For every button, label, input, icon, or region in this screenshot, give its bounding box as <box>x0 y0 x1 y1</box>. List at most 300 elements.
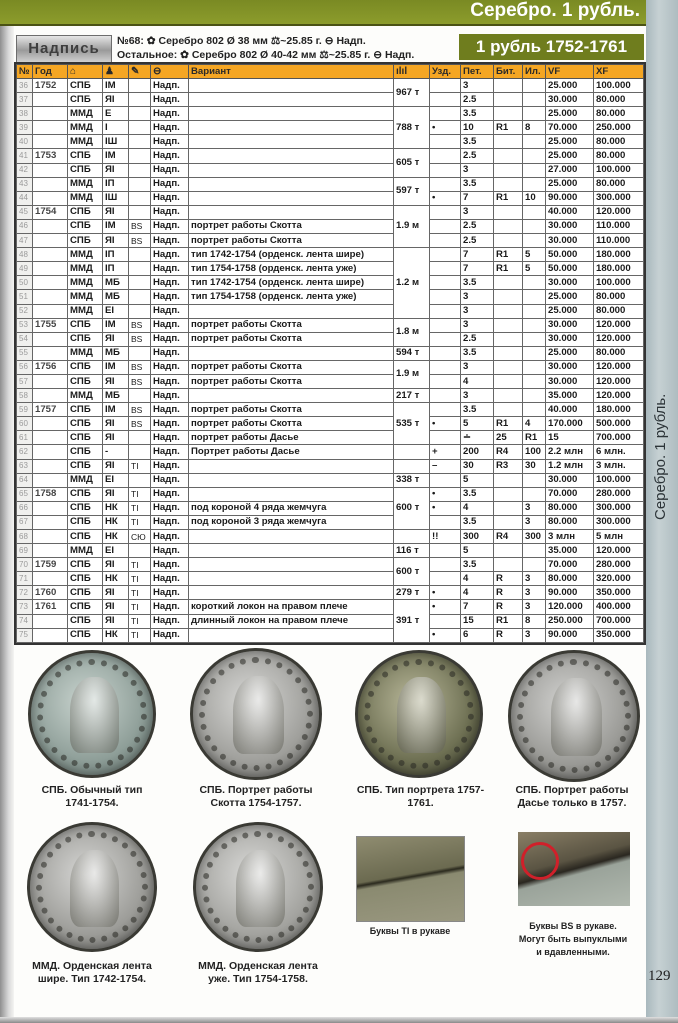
ilyin-rarity-cell <box>523 558 546 572</box>
bitkin-rarity-cell: R1 <box>523 431 546 445</box>
mintmaster-cell: IM <box>103 219 129 233</box>
uzd-cell <box>430 332 461 346</box>
table-row <box>17 346 644 360</box>
vf-price-cell: 35.000 <box>546 544 594 558</box>
coin-photo-spb-1757-1761 <box>355 650 483 778</box>
pet-rarity-cell: 7 <box>461 600 494 614</box>
uzd-cell <box>430 234 461 248</box>
row-number: 58 <box>17 389 33 403</box>
ilyin-rarity-cell: 10 <box>523 191 546 205</box>
year-cell <box>33 346 68 360</box>
bitkin-rarity-cell <box>494 149 523 163</box>
ilyin-rarity-cell: 3 <box>523 515 546 529</box>
mintmaster-cell: ЯI <box>103 163 129 177</box>
mintmaster-cell: IM <box>103 149 129 163</box>
year-cell <box>33 191 68 205</box>
variant-cell <box>189 459 394 473</box>
xf-price-cell: 300.000 <box>594 191 644 205</box>
engraver-cell: BS <box>129 403 151 417</box>
caption-mmd-narrow-ribbon: ММД. Орденская лента уже. Тип 1754-1758. <box>198 960 318 985</box>
table-row <box>17 219 644 233</box>
variant-cell <box>189 135 394 149</box>
variant-cell <box>189 93 394 107</box>
pen-icon: ✎ <box>131 66 140 77</box>
caption-spb-dassier: СПБ. Портрет работы Дасье только в 1757. <box>515 784 629 809</box>
pet-rarity-cell: 5 <box>461 473 494 487</box>
engraver-cell: BS <box>129 219 151 233</box>
vf-price-cell: 40.000 <box>546 403 594 417</box>
ilyin-rarity-cell <box>523 219 546 233</box>
mintmaster-cell: ЯI <box>103 205 129 219</box>
pet-rarity-cell: 300 <box>461 530 494 544</box>
year-cell: 1757 <box>33 403 68 417</box>
edge-cell: Надп. <box>151 93 189 107</box>
mint-cell: СПБ <box>68 332 103 346</box>
ilyin-rarity-cell: 3 <box>523 501 546 515</box>
section-band <box>0 0 650 26</box>
caption-spb-scott: СПБ. Портрет работы Скотта 1754-1757. <box>199 784 313 809</box>
variant-cell <box>189 149 394 163</box>
xf-price-cell: 120.000 <box>594 374 644 388</box>
pet-rarity-cell: 4 <box>461 501 494 515</box>
denomination-range-title: 1 рубль 1752-1761 <box>459 34 644 60</box>
pet-rarity-cell: 5 <box>461 544 494 558</box>
year-cell <box>33 417 68 431</box>
row-number: 59 <box>17 403 33 417</box>
engraver-cell <box>129 177 151 191</box>
uzd-cell <box>430 149 461 163</box>
side-tab <box>646 0 678 1023</box>
mintmaster-cell: ЯI <box>103 614 129 628</box>
col-vf: VF <box>546 65 594 79</box>
mintmaster-cell: НК <box>103 530 129 544</box>
uzd-cell <box>430 248 461 262</box>
row-number: 50 <box>17 276 33 290</box>
row-number: 57 <box>17 374 33 388</box>
ilyin-rarity-cell: 3 <box>523 628 546 642</box>
year-cell <box>33 290 68 304</box>
bitkin-rarity-cell: R <box>494 628 523 642</box>
mintmaster-cell: IП <box>103 177 129 191</box>
vf-price-cell: 30.000 <box>546 234 594 248</box>
vf-price-cell: 25.000 <box>546 177 594 191</box>
uzd-cell <box>430 614 461 628</box>
engraver-cell <box>129 276 151 290</box>
pet-rarity-cell: 30 <box>461 459 494 473</box>
pet-rarity-cell: 3 <box>461 79 494 93</box>
bitkin-rarity-cell <box>494 332 523 346</box>
mint-cell: ММД <box>68 544 103 558</box>
vf-price-cell: 80.000 <box>546 572 594 586</box>
pet-rarity-cell: 5 <box>461 417 494 431</box>
vf-price-cell: 1.2 млн <box>546 459 594 473</box>
pet-rarity-cell: 3 <box>461 318 494 332</box>
bitkin-rarity-cell <box>494 93 523 107</box>
mintmaster-cell: ЯI <box>103 459 129 473</box>
bitkin-rarity-cell: R4 <box>494 530 523 544</box>
bitkin-rarity-cell: R <box>494 600 523 614</box>
table-row <box>17 290 644 304</box>
variant-cell: тип 1754-1758 (орденск. лента уже) <box>189 290 394 304</box>
mintmaster-cell: НК <box>103 572 129 586</box>
xf-price-cell: 80.000 <box>594 135 644 149</box>
pet-rarity-cell: 3.5 <box>461 177 494 191</box>
edge-cell: Надп. <box>151 191 189 205</box>
bitkin-rarity-cell <box>494 389 523 403</box>
vf-price-cell: 25.000 <box>546 79 594 93</box>
variant-cell <box>189 205 394 219</box>
row-number: 73 <box>17 600 33 614</box>
table-row <box>17 318 644 332</box>
engraver-cell: BS <box>129 332 151 346</box>
variant-cell <box>189 487 394 501</box>
year-cell: 1754 <box>33 205 68 219</box>
col-mint <box>68 65 103 79</box>
table-row <box>17 544 644 558</box>
uzd-cell <box>430 515 461 529</box>
bitkin-rarity-cell: R1 <box>494 262 523 276</box>
mintmaster-cell: ЕI <box>103 304 129 318</box>
mint-cell: СПБ <box>68 487 103 501</box>
xf-price-cell: 80.000 <box>594 149 644 163</box>
mintmaster-cell: IM <box>103 403 129 417</box>
row-number: 62 <box>17 445 33 459</box>
table-row <box>17 501 644 515</box>
edge-cell: Надп. <box>151 304 189 318</box>
ilyin-rarity-cell <box>523 234 546 248</box>
pet-rarity-cell: 3.5 <box>461 403 494 417</box>
uzd-cell: • <box>430 487 461 501</box>
xf-price-cell: 320.000 <box>594 572 644 586</box>
mint-cell: ММД <box>68 107 103 121</box>
ilyin-rarity-cell: 300 <box>523 530 546 544</box>
table-row <box>17 572 644 586</box>
mint-cell: СПБ <box>68 149 103 163</box>
vf-price-cell: 30.000 <box>546 276 594 290</box>
engraver-cell: TI <box>129 515 151 529</box>
variant-cell <box>189 530 394 544</box>
variant-cell: тип 1754-1758 (орденск. лента уже) <box>189 262 394 276</box>
bar-chart-icon: ılıl <box>396 66 408 77</box>
xf-price-cell: 100.000 <box>594 79 644 93</box>
edge-cell: Надп. <box>151 248 189 262</box>
table-row <box>17 205 644 219</box>
spec-line-68: №68: ✿ Серебро 802 Ø 38 мм ⚖~25.85 г. ⊖ Надп. <box>117 35 366 47</box>
edge-cell: Надп. <box>151 586 189 600</box>
mint-cell: СПБ <box>68 360 103 374</box>
uzd-cell <box>430 219 461 233</box>
mint-cell: ММД <box>68 389 103 403</box>
mintage-cell <box>430 431 461 445</box>
engraver-cell <box>129 163 151 177</box>
pet-rarity-cell: 3 <box>461 163 494 177</box>
vf-price-cell: 25.000 <box>546 304 594 318</box>
bitkin-rarity-cell: R1 <box>494 121 523 135</box>
xf-price-cell: 280.000 <box>594 487 644 501</box>
mint-cell: СПБ <box>68 459 103 473</box>
row-number: 39 <box>17 121 33 135</box>
ilyin-rarity-cell: 3 <box>523 586 546 600</box>
bitkin-rarity-cell <box>494 234 523 248</box>
edge-cell: Надп. <box>151 219 189 233</box>
vf-price-cell: 30.000 <box>546 93 594 107</box>
xf-price-cell: 700.000 <box>594 614 644 628</box>
mint-cell: ММД <box>68 276 103 290</box>
vf-price-cell: 2.2 млн <box>546 445 594 459</box>
ilyin-rarity-cell <box>523 544 546 558</box>
edge-cell: Надп. <box>151 276 189 290</box>
coin-photo-spb-dassier <box>508 650 640 782</box>
mintmaster-cell: ЯI <box>103 600 129 614</box>
bitkin-rarity-cell <box>494 107 523 121</box>
xf-price-cell: 300.000 <box>594 501 644 515</box>
pet-rarity-cell: 3.5 <box>461 346 494 360</box>
edge-cell: Надп. <box>151 318 189 332</box>
xf-price-cell: 120.000 <box>594 205 644 219</box>
xf-price-cell: 120.000 <box>594 332 644 346</box>
uzd-cell: • <box>430 600 461 614</box>
mint-cell: ММД <box>68 473 103 487</box>
mintage-cell: 1.9 м <box>394 205 430 247</box>
table-row <box>17 276 644 290</box>
mint-cell: СПБ <box>68 600 103 614</box>
engraver-cell <box>129 121 151 135</box>
ilyin-rarity-cell: 8 <box>523 614 546 628</box>
pet-rarity-cell: 3 <box>461 290 494 304</box>
pet-rarity-cell: 3 <box>461 304 494 318</box>
uzd-cell: • <box>430 191 461 205</box>
xf-price-cell: 180.000 <box>594 248 644 262</box>
engraver-cell <box>129 304 151 318</box>
engraver-cell <box>129 431 151 445</box>
table-row <box>17 177 644 191</box>
edge-cell: Надп. <box>151 374 189 388</box>
col-uzd: Узд. <box>430 65 461 79</box>
row-number: 48 <box>17 248 33 262</box>
variant-cell: Портрет работы Дасье <box>189 445 394 459</box>
variant-cell: под короной 3 ряда жемчуга <box>189 515 394 529</box>
vf-price-cell: 3 млн <box>546 530 594 544</box>
variant-cell <box>189 191 394 205</box>
spec-line-other: Остальное: ✿ Серебро 802 Ø 40-42 мм ⚖~25.85 г. ⊖ Надп. <box>117 49 415 61</box>
mint-cell: ММД <box>68 346 103 360</box>
table-row <box>17 530 644 544</box>
year-cell: 1761 <box>33 600 68 614</box>
year-cell: 1756 <box>33 360 68 374</box>
table-row <box>17 191 644 205</box>
table-row <box>17 515 644 529</box>
edge-cell: Надп. <box>151 459 189 473</box>
mint-cell: СПБ <box>68 79 103 93</box>
uzd-cell: • <box>430 628 461 642</box>
table-row <box>17 586 644 600</box>
col-il: Ил. <box>523 65 546 79</box>
xf-price-cell: 350.000 <box>594 586 644 600</box>
xf-price-cell: 80.000 <box>594 93 644 107</box>
pet-rarity-cell: 6 <box>461 628 494 642</box>
ilyin-rarity-cell <box>523 473 546 487</box>
uzd-cell <box>430 318 461 332</box>
engraver-cell: TI <box>129 487 151 501</box>
table-row <box>17 431 644 445</box>
vf-price-cell: 25.000 <box>546 149 594 163</box>
coin-photo-spb-ordinary <box>28 650 156 778</box>
ilyin-rarity-cell: 100 <box>523 445 546 459</box>
variant-cell <box>189 389 394 403</box>
mint-cell: СПБ <box>68 234 103 248</box>
year-cell: 1758 <box>33 487 68 501</box>
engraver-cell <box>129 107 151 121</box>
edge-cell: Надп. <box>151 177 189 191</box>
edge-cell: Надп. <box>151 445 189 459</box>
mintmaster-cell: IM <box>103 318 129 332</box>
mint-cell: СПБ <box>68 93 103 107</box>
variant-cell: портрет работы Скотта <box>189 318 394 332</box>
coin-photo-mmd-wide-ribbon <box>27 822 157 952</box>
row-number: 66 <box>17 501 33 515</box>
ilyin-rarity-cell: 3 <box>523 572 546 586</box>
engraver-cell: СЮ <box>129 530 151 544</box>
vf-price-cell: 30.000 <box>546 360 594 374</box>
mintmaster-cell: ЕI <box>103 544 129 558</box>
row-number: 64 <box>17 473 33 487</box>
vf-price-cell: 90.000 <box>546 191 594 205</box>
pet-rarity-cell: 200 <box>461 445 494 459</box>
coin-photo-mmd-narrow-ribbon <box>193 822 323 952</box>
variant-cell <box>189 304 394 318</box>
edge-cell: Надп. <box>151 163 189 177</box>
engraver-cell: BS <box>129 374 151 388</box>
vf-price-cell: 25.000 <box>546 290 594 304</box>
mintmaster-cell: МБ <box>103 276 129 290</box>
uzd-cell <box>430 205 461 219</box>
vf-price-cell: 70.000 <box>546 558 594 572</box>
xf-price-cell: 120.000 <box>594 318 644 332</box>
uzd-cell: !! <box>430 530 461 544</box>
ilyin-rarity-cell <box>523 177 546 191</box>
mint-cell: СПБ <box>68 515 103 529</box>
table-row <box>17 445 644 459</box>
bitkin-rarity-cell: R1 <box>494 417 523 431</box>
uzd-cell <box>430 79 461 93</box>
vf-price-cell: 35.000 <box>546 389 594 403</box>
vf-price-cell: 50.000 <box>546 248 594 262</box>
mintmaster-cell: IM <box>103 360 129 374</box>
uzd-cell <box>430 389 461 403</box>
mint-cell: СПБ <box>68 417 103 431</box>
mintage-cell: 1.9 м <box>394 360 430 388</box>
col-variant: Вариант <box>189 65 394 79</box>
mintage-cell: 279 т <box>394 586 430 600</box>
year-cell <box>33 459 68 473</box>
year-cell <box>33 107 68 121</box>
vf-price-cell: 120.000 <box>546 600 594 614</box>
pet-rarity-cell: 10 <box>461 121 494 135</box>
edge-cell: Надп. <box>151 487 189 501</box>
pet-rarity-cell: 3 <box>461 389 494 403</box>
col-pet: Пет. <box>461 65 494 79</box>
table-row <box>17 93 644 107</box>
person-icon: ♟ <box>105 66 114 77</box>
mintmaster-cell: I <box>103 121 129 135</box>
ilyin-rarity-cell: 5 <box>523 262 546 276</box>
variant-cell: портрет работы Дасье <box>189 431 394 445</box>
xf-price-cell: 250.000 <box>594 121 644 135</box>
mintmaster-cell: МБ <box>103 290 129 304</box>
mintmaster-cell: ЯI <box>103 431 129 445</box>
edge-cell: Надп. <box>151 346 189 360</box>
xf-price-cell: 350.000 <box>594 628 644 642</box>
edge-cell: Надп. <box>151 501 189 515</box>
uzd-cell: – <box>430 459 461 473</box>
engraver-cell <box>129 149 151 163</box>
uzd-cell <box>430 163 461 177</box>
bitkin-rarity-cell <box>494 403 523 417</box>
row-number: 42 <box>17 163 33 177</box>
row-number: 61 <box>17 431 33 445</box>
ilyin-rarity-cell <box>523 304 546 318</box>
mint-cell: ММД <box>68 177 103 191</box>
bitkin-rarity-cell: R1 <box>494 191 523 205</box>
bitkin-rarity-cell <box>494 205 523 219</box>
year-cell <box>33 614 68 628</box>
vf-price-cell: 30.000 <box>546 374 594 388</box>
mint-cell: ММД <box>68 121 103 135</box>
table-row <box>17 248 644 262</box>
uzd-cell <box>430 177 461 191</box>
table-row <box>17 403 644 417</box>
mintage-cell <box>394 459 430 473</box>
table-row <box>17 600 644 614</box>
xf-price-cell: 180.000 <box>594 403 644 417</box>
edge-type-label: Надпись <box>16 35 112 63</box>
table-row <box>17 558 644 572</box>
row-number: 70 <box>17 558 33 572</box>
xf-price-cell: 120.000 <box>594 360 644 374</box>
mintmaster-cell: ЯI <box>103 558 129 572</box>
mintage-cell: 1.8 м <box>394 318 430 346</box>
ilyin-rarity-cell: 4 <box>523 417 546 431</box>
row-number: 47 <box>17 234 33 248</box>
edge-cell: Надп. <box>151 558 189 572</box>
uzd-cell <box>430 572 461 586</box>
mintage-cell: 594 т <box>394 346 430 360</box>
vf-price-cell: 700.000 <box>594 431 644 445</box>
mintage-cell: 217 т <box>394 389 430 403</box>
vf-price-cell: 30.000 <box>546 318 594 332</box>
mint-cell: СПБ <box>68 163 103 177</box>
table-body <box>17 79 644 643</box>
mint-cell: СПБ <box>68 558 103 572</box>
year-cell <box>33 431 68 445</box>
engraver-cell: TI <box>129 628 151 642</box>
engraver-cell <box>129 93 151 107</box>
xf-price-cell: 180.000 <box>594 262 644 276</box>
mintmaster-cell: ЯI <box>103 234 129 248</box>
col-num: № <box>17 65 33 79</box>
table-row <box>17 459 644 473</box>
variant-cell: портрет работы Скотта <box>189 374 394 388</box>
pet-rarity-cell: 7 <box>461 248 494 262</box>
row-number: 55 <box>17 346 33 360</box>
ilyin-rarity-cell <box>523 332 546 346</box>
mintmaster-cell: ЯI <box>103 93 129 107</box>
mintmaster-cell: ЯI <box>103 417 129 431</box>
mintmaster-cell: ЯI <box>103 332 129 346</box>
variant-cell <box>189 346 394 360</box>
edge-cell: Надп. <box>151 332 189 346</box>
pet-rarity-cell: 4 <box>461 374 494 388</box>
